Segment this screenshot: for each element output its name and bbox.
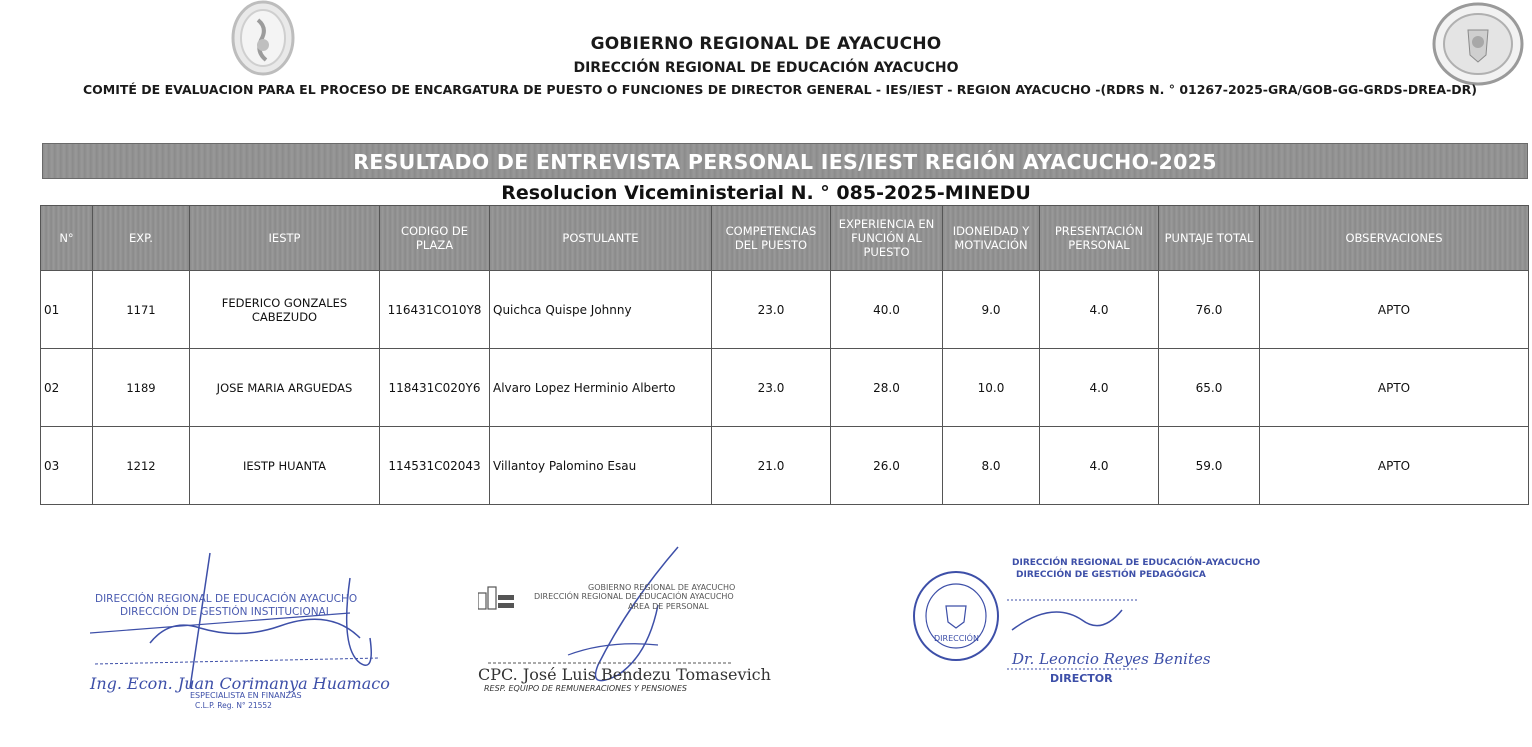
- cell-experiencia: 26.0: [831, 427, 943, 505]
- signature-middle: [478, 545, 778, 695]
- cell-total: 76.0: [1159, 271, 1260, 349]
- cell-codigo: 118431C020Y6: [380, 349, 490, 427]
- cell-num: 03: [41, 427, 93, 505]
- cell-observaciones: APTO: [1260, 427, 1529, 505]
- cell-exp: 1171: [93, 271, 190, 349]
- signer-left-name: Ing. Econ. Juan Corimanya Huamaco: [90, 674, 390, 693]
- cell-competencias: 21.0: [712, 427, 831, 505]
- stamp-right-line1: DIRECCIÓN REGIONAL DE EDUCACIÓN-AYACUCHO: [1012, 558, 1261, 568]
- results-table: [40, 205, 1529, 505]
- results-banner: RESULTADO DE ENTREVISTA PERSONAL IES/IEST REGIÓN AYACUCHO-2025: [42, 143, 1528, 179]
- stamp-right-line2: DIRECCIÓN DE GESTIÓN PEDAGÓGICA: [1016, 570, 1206, 580]
- cell-codigo: 116431CO10Y8: [380, 271, 490, 349]
- cell-idoneidad: 8.0: [943, 427, 1040, 505]
- col-header-codigo: CODIGO DE PLAZA: [380, 206, 490, 271]
- cell-codigo: 114531C02043: [380, 427, 490, 505]
- cell-postulante: Quichca Quispe Johnny: [490, 271, 712, 349]
- col-header-idoneidad: IDONEIDAD Y MOTIVACIÓN: [943, 206, 1040, 271]
- cell-exp: 1189: [93, 349, 190, 427]
- cell-total: 59.0: [1159, 427, 1260, 505]
- cell-experiencia: 28.0: [831, 349, 943, 427]
- signer-right-name: Dr. Leoncio Reyes Benites: [1012, 650, 1211, 668]
- col-header-num: N°: [41, 206, 93, 271]
- stamp-middle-line1: GOBIERNO REGIONAL DE AYACUCHO: [588, 583, 736, 592]
- resolution-line: Resolucion Viceministerial N. ° 085-2025-MINEDU: [501, 182, 1031, 204]
- signer-left-reg: C.L.P. Reg. N° 21552: [195, 701, 272, 710]
- cell-iestp: JOSE MARIA ARGUEDAS: [190, 349, 380, 427]
- stamp-middle-line2: DIRECCIÓN REGIONAL DE EDUCACIÓN AYACUCHO: [534, 592, 734, 601]
- cell-postulante: Alvaro Lopez Herminio Alberto: [490, 349, 712, 427]
- cell-total: 65.0: [1159, 349, 1260, 427]
- signature-left: [90, 548, 440, 698]
- cell-iestp: FEDERICO GONZALES CABEZUDO: [190, 271, 380, 349]
- cell-num: 01: [41, 271, 93, 349]
- signer-middle-role: RESP. EQUIPO DE REMUNERACIONES Y PENSIONES: [484, 684, 687, 693]
- cell-competencias: 23.0: [712, 271, 831, 349]
- col-header-experiencia: EXPERIENCIA EN FUNCIÓN AL PUESTO: [831, 206, 943, 271]
- cell-experiencia: 40.0: [831, 271, 943, 349]
- stamp-left-line2: DIRECCIÓN DE GESTIÓN INSTITUCIONAL: [120, 606, 332, 618]
- col-header-presentacion: PRESENTACIÓN PERSONAL: [1040, 206, 1159, 271]
- col-header-total: PUNTAJE TOTAL: [1159, 206, 1260, 271]
- cell-idoneidad: 10.0: [943, 349, 1040, 427]
- cell-presentacion: 4.0: [1040, 427, 1159, 505]
- cell-presentacion: 4.0: [1040, 271, 1159, 349]
- committee-line: COMITÉ DE EVALUACION PARA EL PROCESO DE ENCARGATURA DE PUESTO O FUNCIONES DE DIRECTOR GENERAL - IES/IEST - REGION AYACUCHO -(RDRS N. ° 01267-2025-GRA/GOB-GG-GRDS-DREA-DR): [83, 82, 1477, 97]
- cell-competencias: 23.0: [712, 349, 831, 427]
- col-header-competencias: COMPETENCIAS DEL PUESTO: [712, 206, 831, 271]
- cell-presentacion: 4.0: [1040, 349, 1159, 427]
- col-header-iestp: IESTP: [190, 206, 380, 271]
- stamp-middle-line3: AREA DE PERSONAL: [628, 602, 709, 611]
- cell-observaciones: APTO: [1260, 349, 1529, 427]
- cell-observaciones: APTO: [1260, 271, 1529, 349]
- signer-middle-name: CPC. José Luis Bendezu Tomasevich: [478, 665, 771, 684]
- col-header-exp: EXP.: [93, 206, 190, 271]
- col-header-observaciones: OBSERVACIONES: [1260, 206, 1529, 271]
- table-header-row: [41, 206, 1529, 271]
- table-row: [41, 427, 1529, 505]
- col-header-postulante: POSTULANTE: [490, 206, 712, 271]
- table-row: [41, 271, 1529, 349]
- cell-postulante: Villantoy Palomino Esau: [490, 427, 712, 505]
- signer-right-role: DIRECTOR: [1050, 672, 1113, 685]
- cell-num: 02: [41, 349, 93, 427]
- signer-left-role: ESPECIALISTA EN FINANZAS: [190, 691, 302, 700]
- seal-center-text: DIRECCIÓN: [934, 634, 979, 643]
- cell-exp: 1212: [93, 427, 190, 505]
- document-subtitle: DIRECCIÓN REGIONAL DE EDUCACIÓN AYACUCHO: [573, 60, 959, 76]
- table-row: [41, 349, 1529, 427]
- signature-right: [912, 550, 1261, 700]
- cell-idoneidad: 9.0: [943, 271, 1040, 349]
- stamp-left-line1: DIRECCIÓN REGIONAL DE EDUCACIÓN AYACUCHO: [95, 593, 358, 605]
- document-title: GOBIERNO REGIONAL DE AYACUCHO: [590, 34, 942, 54]
- cell-iestp: IESTP HUANTA: [190, 427, 380, 505]
